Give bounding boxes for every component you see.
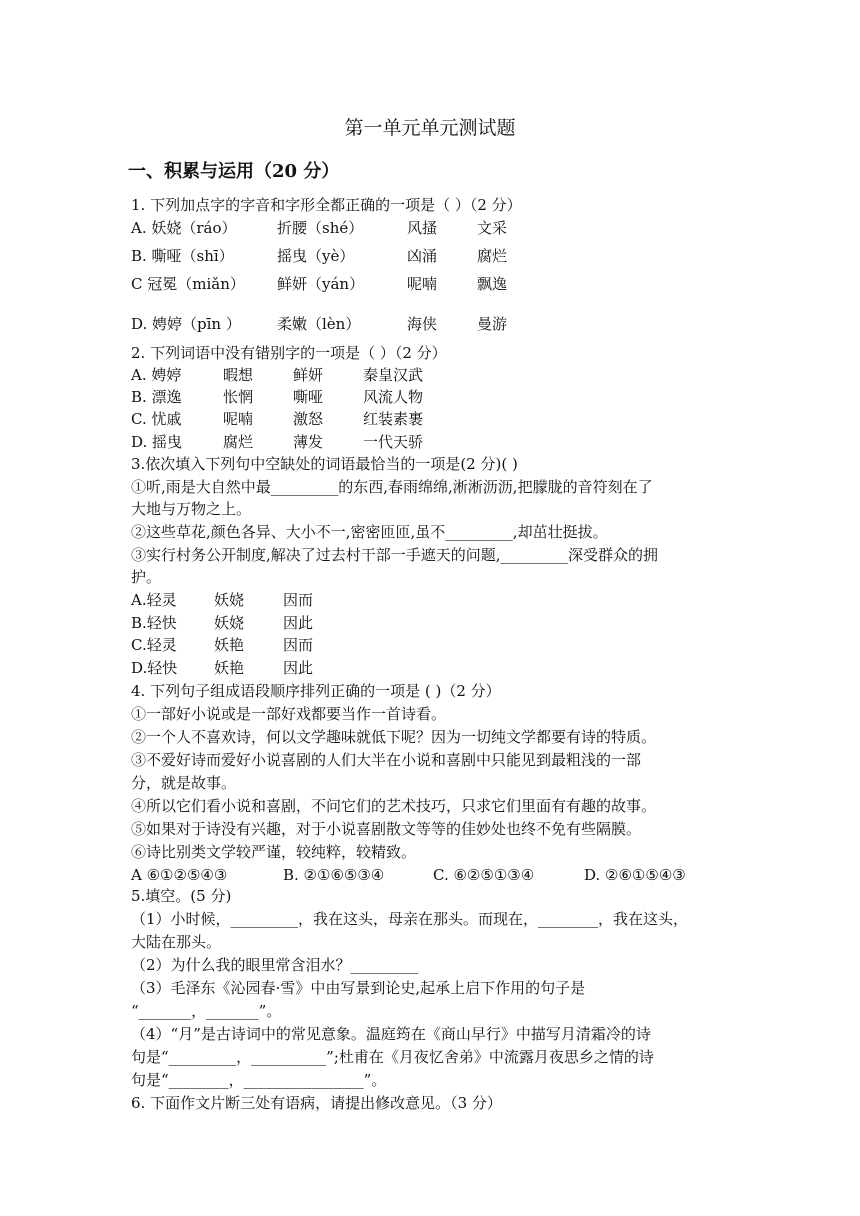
q3-d-col1: D.轻快: [131, 659, 178, 677]
q5-item-4b: 句是“_________，__________”;杜甫在《月夜忆舍弟》中流露月夜思乡之情的诗: [131, 1048, 654, 1066]
q5-item-3b: “_______，_______”。: [131, 1002, 282, 1020]
question-2-stem: 2. 下列词语中没有错别字的一项是（ ）（2 分）: [131, 344, 447, 362]
q4-choice-b: B. ②①⑥⑤③④: [283, 866, 385, 884]
q3-sentence-1b: 大地与万物之上。: [131, 500, 252, 518]
q4-line-2: ②一个人不喜欢诗，何以文学趣味就低下呢？因为一切纯文学都要有诗的特质。: [131, 728, 657, 746]
q4-line-4: 分，就是故事。: [131, 774, 237, 792]
q1-d-col3: 海侠: [407, 315, 438, 333]
q2-a-col1: A. 娉婷: [131, 366, 182, 384]
q2-d-col3: 薄发: [293, 433, 324, 451]
q2-a-col4: 秦皇汉武: [363, 366, 424, 384]
q5-item-3a: （3）毛泽东《沁园春·雪》中由写景到论史,起承上启下作用的句子是: [131, 979, 586, 997]
q1-b-col1: B. 嘶哑（shī）: [131, 247, 234, 265]
q5-item-2: （2）为什么我的眼里常含泪水？_________: [131, 956, 419, 974]
question-1-stem: 1. 下列加点字的字音和字形全都正确的一项是（ ）（2 分）: [131, 196, 522, 214]
q2-d-col2: 腐烂: [223, 433, 254, 451]
q4-line-5: ④所以它们看小说和喜剧，不问它们的艺术技巧，只求它们里面有有趣的故事。: [131, 797, 657, 815]
q3-b-col1: B.轻快: [131, 614, 177, 632]
question-5-stem: 5.填空。(5 分): [131, 887, 232, 905]
q1-a-col2: 折腰（shé）: [277, 219, 364, 237]
q1-d-col1: D. 娉婷（pīn ）: [131, 315, 241, 333]
q5-item-4c: 句是“________，________________”。: [131, 1071, 387, 1089]
q1-c-col2: 鲜妍（yán）: [277, 275, 365, 293]
q5-item-4a: （4）“月”是古诗词中的常见意象。温庭筠在《商山早行》中描写月清霜冷的诗: [131, 1025, 651, 1043]
q3-sentence-3b: 护。: [131, 568, 162, 586]
q2-b-col4: 风流人物: [363, 388, 424, 406]
q3-sentence-1a: ①听,雨是大自然中最_________的东西,春雨绵绵,淅淅沥沥,把朦胧的音符刻在了: [131, 478, 653, 496]
q3-b-col3: 因此: [283, 614, 314, 632]
q2-b-col2: 怅惘: [223, 388, 254, 406]
q1-a-col1: A. 妖娆（ráo）: [131, 219, 237, 237]
q4-choice-c: C. ⑥②⑤①③④: [433, 866, 535, 884]
q2-c-col1: C. 忧戚: [131, 410, 182, 428]
q3-d-col2: 妖艳: [214, 659, 245, 677]
q3-b-col2: 妖娆: [214, 614, 245, 632]
q4-line-1: ①一部好小说或是一部好戏都要当作一首诗看。: [131, 705, 447, 723]
q2-c-col2: 呢喃: [223, 410, 254, 428]
q4-choice-d: D. ②⑥①⑤④③: [584, 866, 686, 884]
question-3-stem: 3.依次填入下列句中空缺处的词语最恰当的一项是(2 分)( ): [131, 455, 518, 473]
q1-a-col4: 文采: [477, 219, 508, 237]
q4-line-3: ③不爱好诗而爱好小说喜剧的人们大半在小说和喜剧中只能见到最粗浅的一部: [131, 751, 642, 769]
q5-item-1a: （1）小时候，_________，我在这头，母亲在那头。而现在，________，我在这头，: [131, 910, 689, 928]
q3-c-col1: C.轻灵: [131, 636, 177, 654]
q4-choice-a: A ⑥①②⑤④③: [131, 866, 228, 884]
q4-line-6: ⑤如果对于诗没有兴趣，对于小说喜剧散文等等的佳妙处也终不免有些隔膜。: [131, 820, 642, 838]
q4-line-7: ⑥诗比别类文学较严谨，较纯粹，较精致。: [131, 843, 417, 861]
q2-d-col1: D. 摇曳: [131, 433, 183, 451]
q1-c-col4: 飘逸: [477, 275, 508, 293]
q3-sentence-2: ②这些草花,颜色各异、大小不一,密密匝匝,虽不_________,却茁壮挺拔。: [131, 523, 608, 541]
q1-b-col3: 凶涌: [407, 247, 438, 265]
q3-d-col3: 因此: [283, 659, 314, 677]
section-heading: 一、积累与运用（20 分）: [128, 161, 340, 182]
q2-b-col3: 嘶哑: [293, 388, 324, 406]
q5-item-1b: 大陆在那头。: [131, 933, 222, 951]
question-6-stem: 6. 下面作文片断三处有语病，请提出修改意见。（3 分）: [131, 1094, 502, 1112]
q2-d-col4: 一代天骄: [363, 433, 424, 451]
q1-d-col4: 曼游: [477, 315, 508, 333]
question-4-stem: 4. 下列句子组成语段顺序排列正确的一项是 ( )（2 分）: [131, 682, 501, 700]
q3-a-col2: 妖娆: [214, 591, 245, 609]
q3-c-col3: 因而: [283, 636, 314, 654]
q2-a-col2: 暇想: [223, 366, 254, 384]
page-title: 第一单元单元测试题: [344, 117, 516, 139]
q1-a-col3: 风搔: [407, 219, 438, 237]
q2-c-col3: 激怒: [293, 410, 324, 428]
q1-c-col3: 呢喃: [407, 275, 438, 293]
q2-b-col1: B. 漂逸: [131, 388, 182, 406]
q1-d-col2: 柔嫩（lèn）: [277, 315, 361, 333]
q2-a-col3: 鲜妍: [293, 366, 324, 384]
q1-b-col4: 腐烂: [477, 247, 508, 265]
q3-a-col1: A.轻灵: [131, 591, 177, 609]
q1-c-col1: C 冠冕（miǎn）: [131, 275, 245, 293]
q1-b-col2: 摇曳（yè）: [277, 247, 355, 265]
q3-sentence-3a: ③实行村务公开制度,解决了过去村干部一手遮天的问题,_________深受群众的拥: [131, 546, 659, 564]
q2-c-col4: 红装素裹: [363, 410, 424, 428]
q3-a-col3: 因而: [283, 591, 314, 609]
q3-c-col2: 妖艳: [214, 636, 245, 654]
